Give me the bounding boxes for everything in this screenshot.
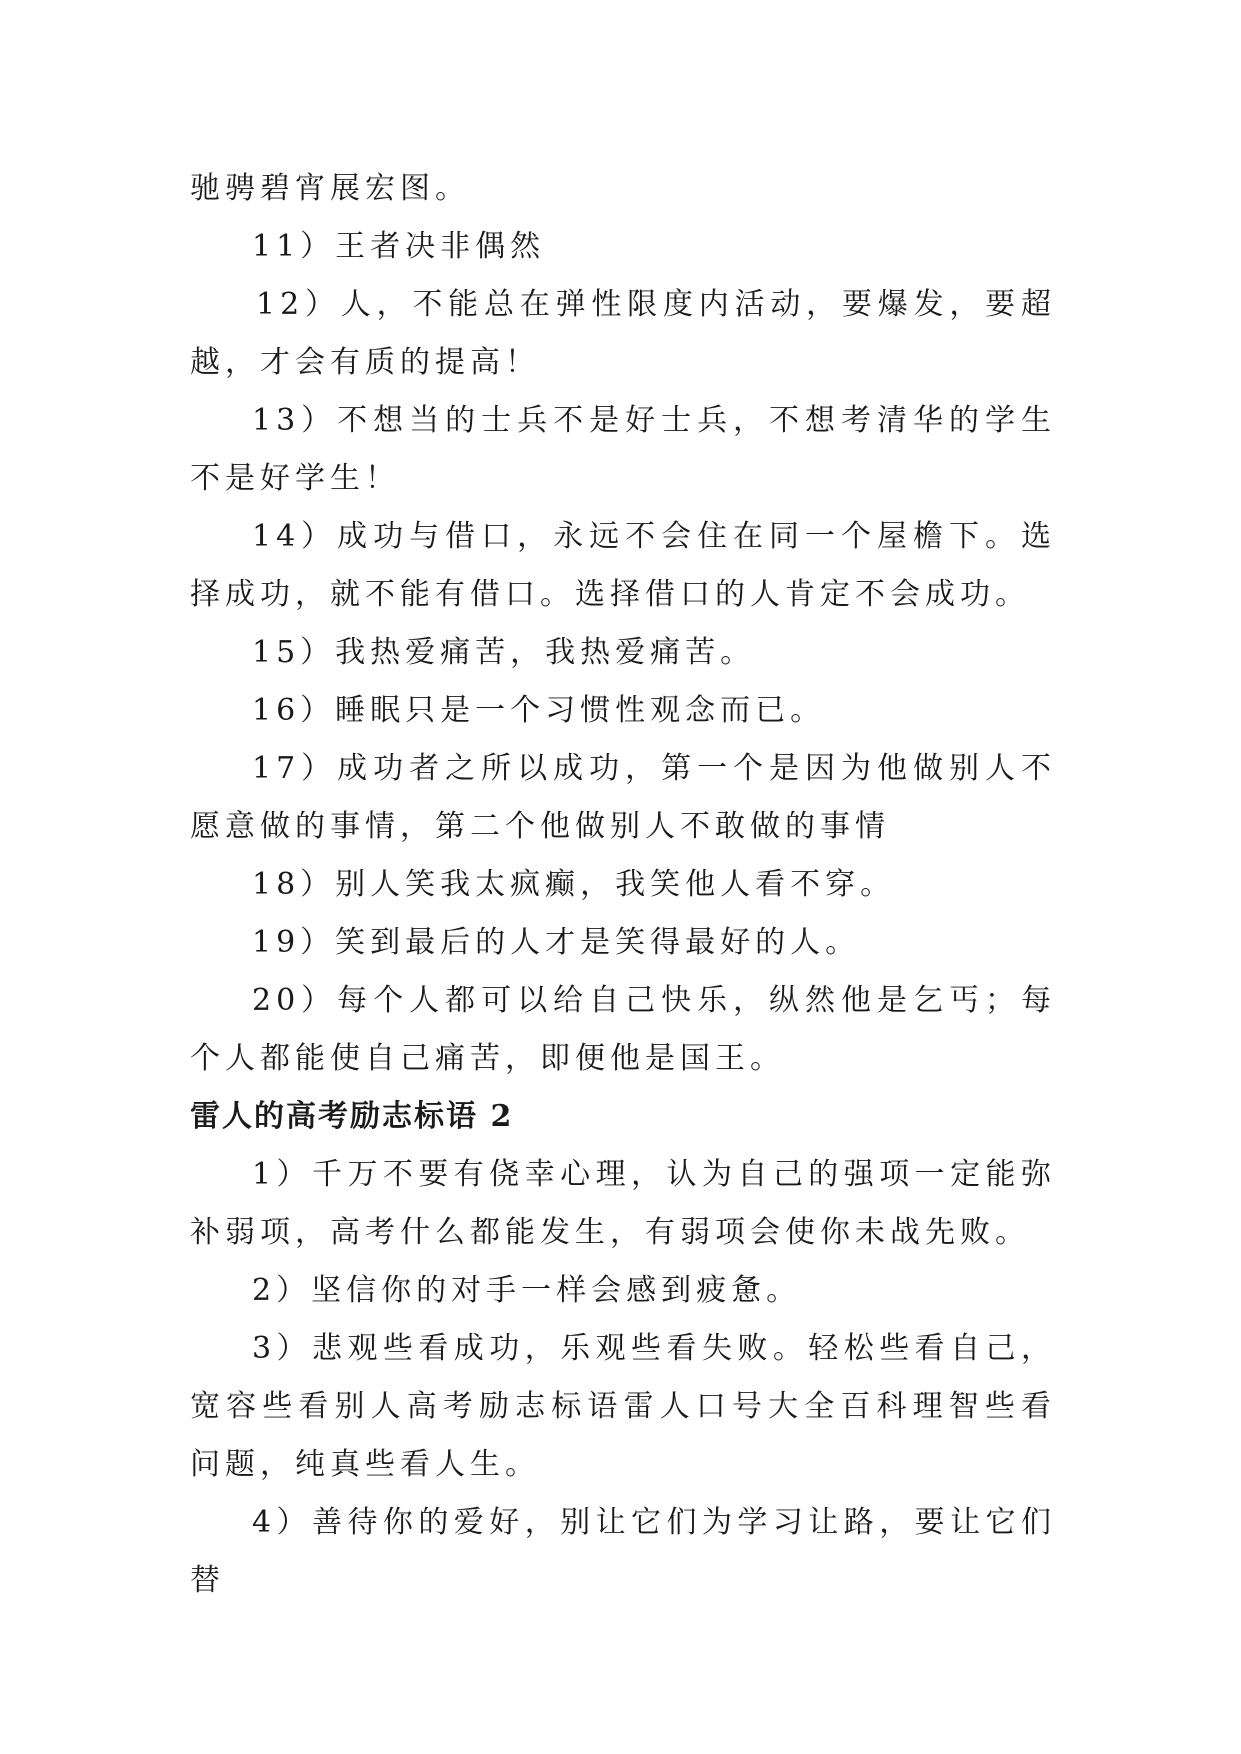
section-slogan-1: 1）千万不要有侥幸心理，认为自己的强项一定能弥补弱项，高考什么都能发生，有弱项会使你未战先败。: [190, 1157, 1056, 1250]
section-slogan-4: 4）善待你的爱好，别让它们为学习让路，要让它们替: [190, 1505, 1056, 1598]
paragraph-continuation: 驰骋碧宵展宏图。: [190, 171, 470, 206]
slogan-16: 16）睡眠只是一个习惯性观念而已。: [252, 693, 826, 728]
slogan-17: 17）成功者之所以成功，第一个是因为他做别人不愿意做的事情，第二个他做别人不敢做的事情: [190, 751, 1056, 844]
section-slogan-3: 3）悲观些看成功，乐观些看失败。轻松些看自己，宽容些看别人高考励志标语雷人口号大全百科理智些看问题，纯真些看人生。: [190, 1331, 1056, 1482]
slogan-14: 14）成功与借口，永远不会住在同一个屋檐下。选择成功，就不能有借口。选择借口的人肯定不会成功。: [190, 519, 1056, 612]
slogan-12: 12）人，不能总在弹性限度内活动，要爆发，要超越，才会有质的提高！: [190, 287, 1056, 380]
slogan-18: 18）别人笑我太疯癫，我笑他人看不穿。: [252, 867, 896, 902]
section-title: 雷人的高考励志标语 2: [190, 1099, 514, 1134]
section-slogan-2: 2）坚信你的对手一样会感到疲惫。: [252, 1273, 802, 1308]
slogan-20: 20）每个人都可以给自己快乐，纵然他是乞丐；每个人都能使自己痛苦，即便他是国王。: [190, 983, 1056, 1076]
slogan-15: 15）我热爱痛苦，我热爱痛苦。: [252, 635, 756, 670]
slogan-11: 11）王者决非偶然: [252, 229, 546, 264]
slogan-13: 13）不想当的士兵不是好士兵，不想考清华的学生不是好学生！: [190, 403, 1056, 496]
slogan-19: 19）笑到最后的人才是笑得最好的人。: [252, 925, 861, 960]
document-page: [190, 160, 1056, 1610]
